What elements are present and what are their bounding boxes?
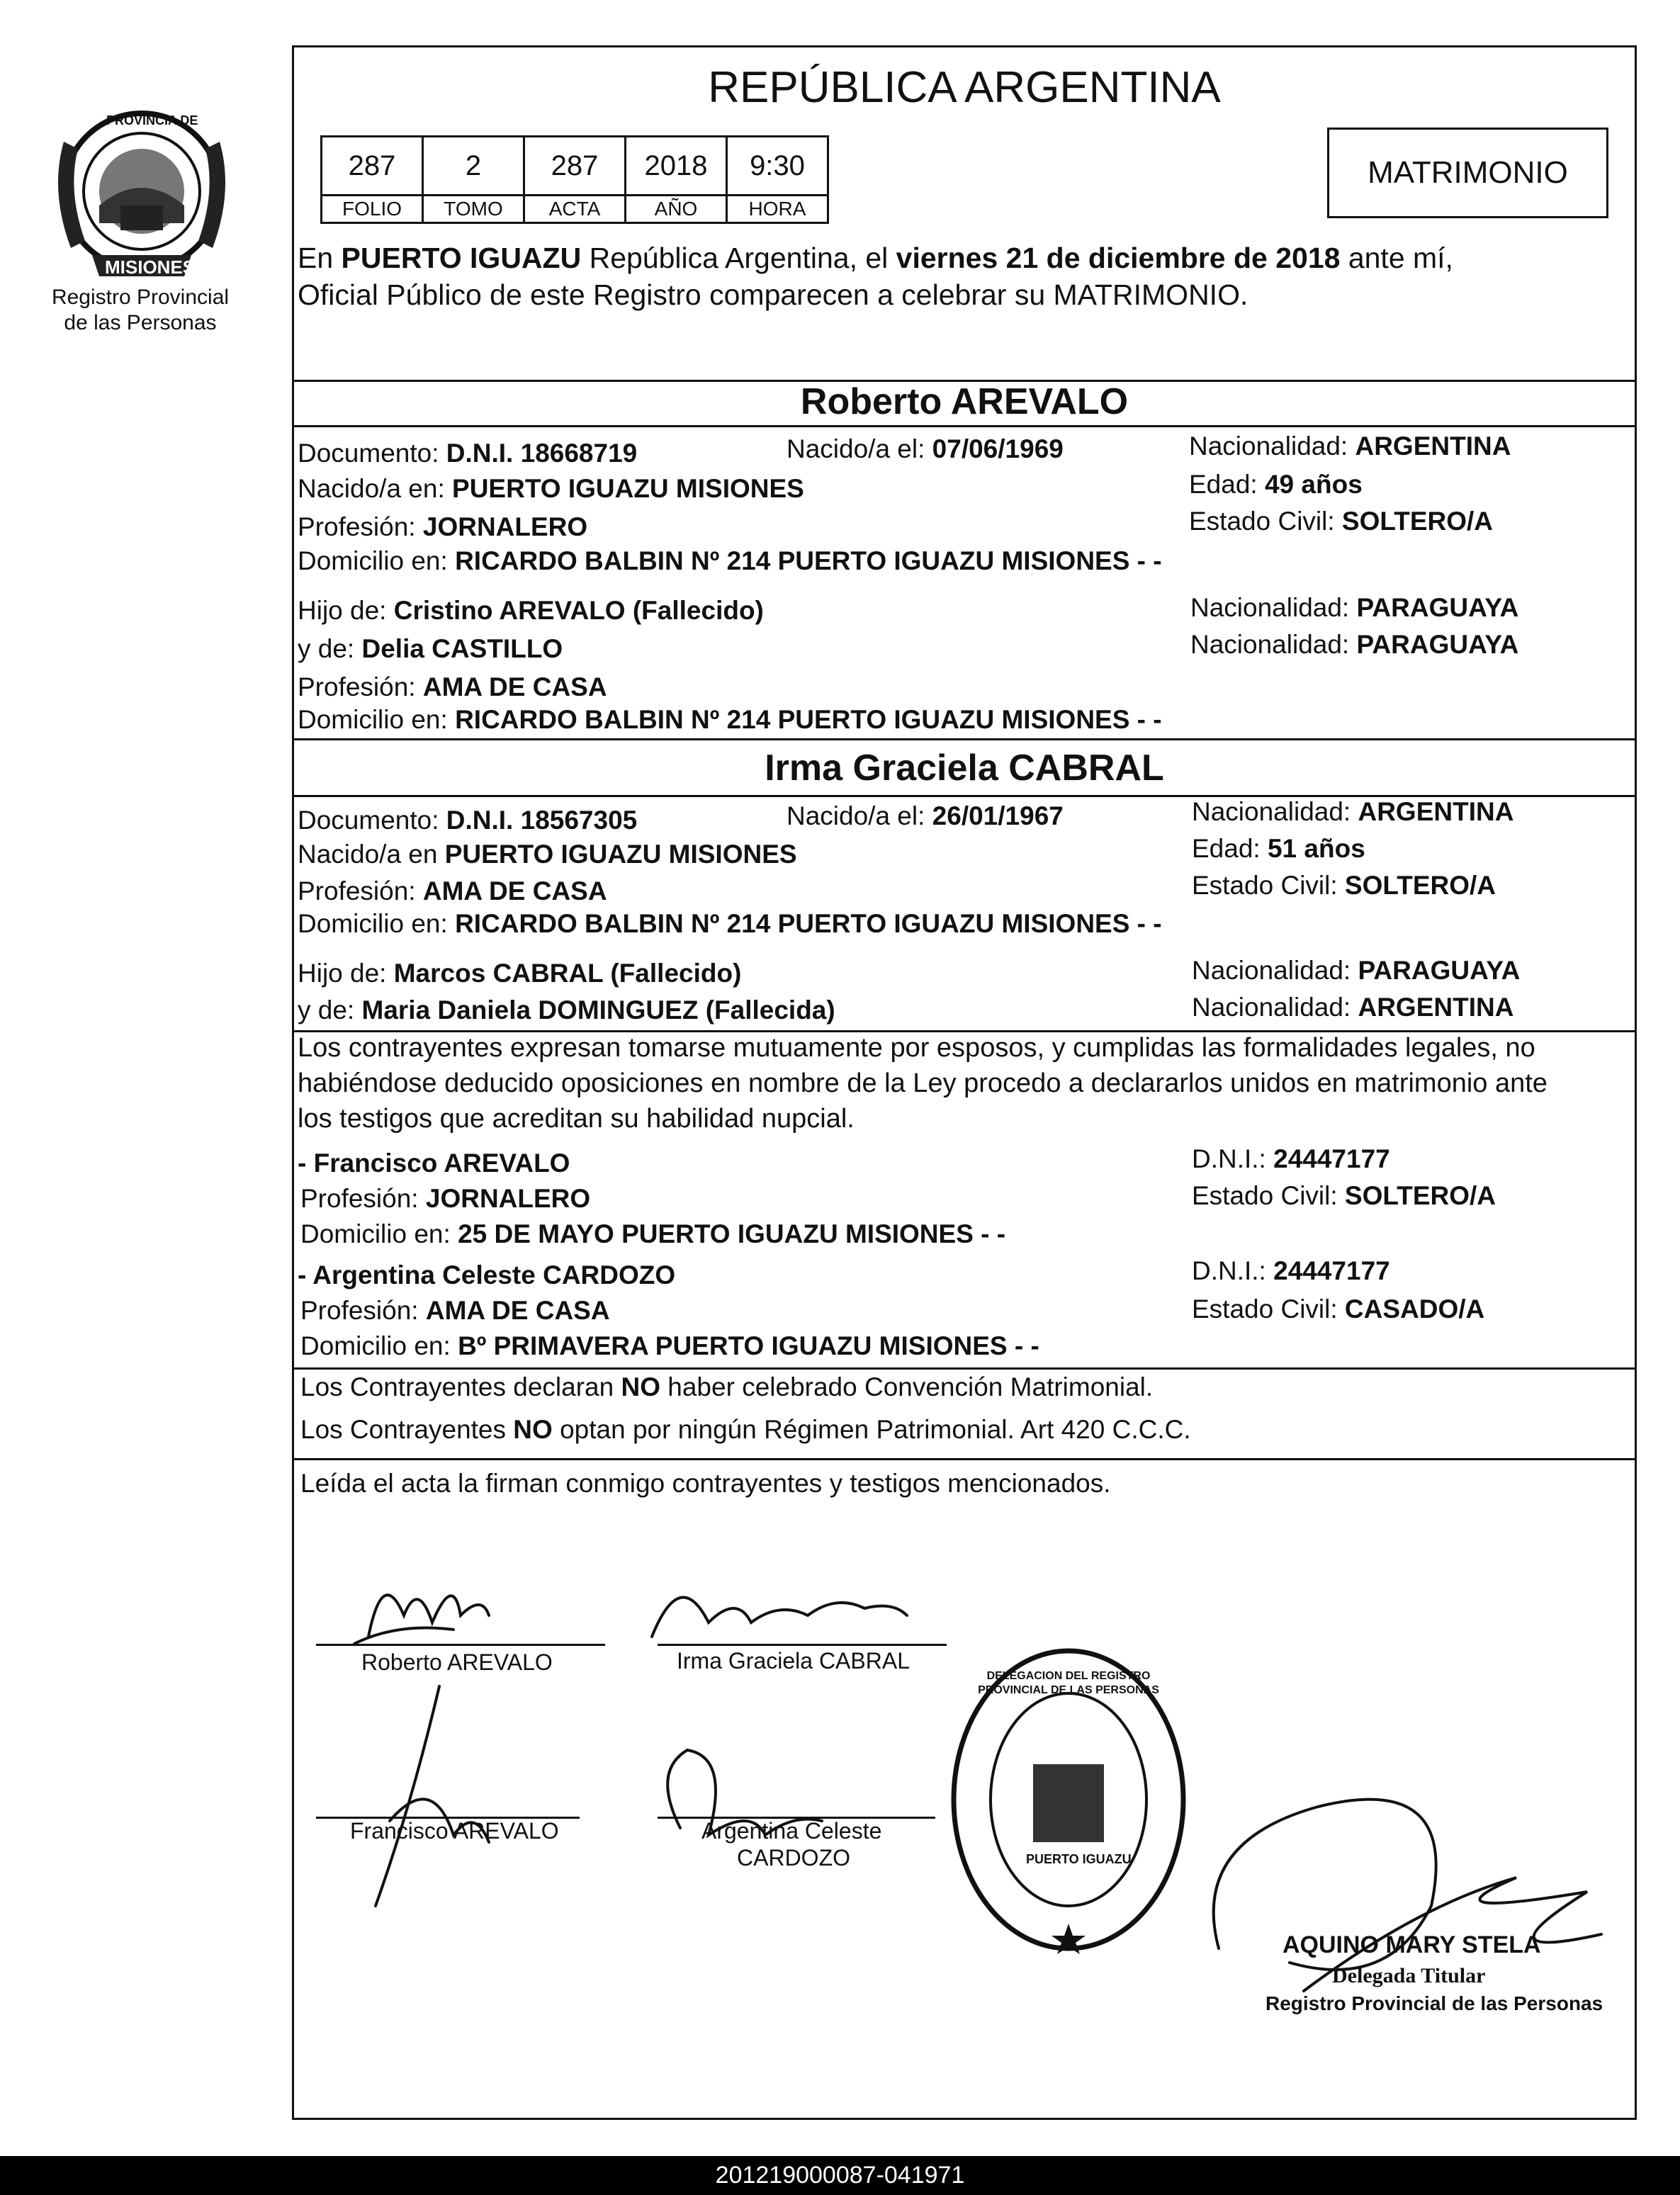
spouse2-address: Domicilio en: RICARDO BALBIN Nº 214 PUERTO IGUAZU MISIONES - - xyxy=(298,909,1162,938)
witness2-civil-status: Estado Civil: CASADO/A xyxy=(1192,1294,1485,1324)
spouse1-mother: y de: Delia CASTILLO xyxy=(298,634,563,663)
convention-line1: Los Contrayentes declaran NO haber celebrado Convención Matrimonial. xyxy=(300,1372,1154,1401)
spouse2-father: Hijo de: Marcos CABRAL (Fallecido) xyxy=(298,959,742,988)
signature-argentina-line1: Argentina Celeste xyxy=(701,1818,882,1844)
official-name: AQUINO MARY STELA xyxy=(1282,1931,1541,1958)
spouse2-mother: y de: Maria Daniela DOMINGUEZ (Fallecida) xyxy=(298,995,835,1025)
spouse1-birthdate: Nacido/a el: 07/06/1969 xyxy=(787,434,1064,463)
signature-francisco: Francisco AREVALO xyxy=(350,1818,559,1844)
signature-argentina-line2: CARDOZO xyxy=(737,1845,850,1870)
spouse2-birthplace: Nacido/a en PUERTO IGUAZU MISIONES xyxy=(298,840,797,869)
spouse2-civil-status: Estado Civil: SOLTERO/A xyxy=(1192,871,1496,900)
province-seal-logo xyxy=(50,99,234,283)
witness1-profession: Profesión: JORNALERO xyxy=(300,1184,591,1213)
witness1-name: - Francisco AREVALO xyxy=(298,1149,570,1178)
official-title: Delegada Titular xyxy=(1332,1964,1486,1987)
spouse2-age: Edad: 51 años xyxy=(1192,834,1365,863)
signature-roberto: Roberto AREVALO xyxy=(361,1649,553,1675)
witness1-civil-status: Estado Civil: SOLTERO/A xyxy=(1192,1181,1496,1210)
footer-document-id: 201219000087-041971 xyxy=(0,2156,1680,2195)
tomo-label: TOMO xyxy=(423,196,524,223)
signature-line xyxy=(316,1644,605,1646)
acta-value: 287 xyxy=(524,137,626,196)
divider xyxy=(292,1367,1637,1370)
witness2-dni: D.N.I.: 24447177 xyxy=(1192,1256,1390,1285)
convention-line2: Los Contrayentes NO optan por ningún Régimen Patrimonial. Art 420 C.C.C. xyxy=(300,1415,1191,1444)
logo-caption-line1: Registro Provincial xyxy=(51,286,230,309)
hora-value: 9:30 xyxy=(727,137,828,196)
declaration-line3: los testigos que acreditan su habilidad nupcial. xyxy=(298,1104,855,1134)
official-organization: Registro Provincial de las Personas xyxy=(1265,1992,1603,2014)
divider xyxy=(292,738,1637,740)
logo-caption-line2: de las Personas xyxy=(64,311,217,334)
registry-fields-table xyxy=(320,135,829,224)
declaration-line2: habiéndose deducido oposiciones en nombre de la Ley procedo a declararlos unidos en matrimonio ante xyxy=(298,1068,1547,1098)
spouse1-nationality: Nacionalidad: ARGENTINA xyxy=(1189,431,1511,461)
witness2-address: Domicilio en: Bº PRIMAVERA PUERTO IGUAZU MISIONES - - xyxy=(300,1331,1039,1360)
witness1-dni: D.N.I.: 24447177 xyxy=(1192,1144,1390,1173)
page-title: REPÚBLICA ARGENTINA xyxy=(708,63,1221,112)
spouse1-civil-status: Estado Civil: SOLTERO/A xyxy=(1189,507,1494,536)
declaration-line1: Los contrayentes expresan tomarse mutuamente por esposos, y cumplidas las formalidades legales, no xyxy=(298,1033,1535,1063)
spouse2-profession: Profesión: AMA DE CASA xyxy=(298,876,607,905)
witness2-name: - Argentina Celeste CARDOZO xyxy=(298,1260,676,1290)
intro-line1: En PUERTO IGUAZU República Argentina, el viernes 21 de diciembre de 2018 ante mí, xyxy=(298,242,1453,274)
signature-line xyxy=(658,1644,947,1646)
spouse1-profession: Profesión: JORNALERO xyxy=(298,512,588,541)
anio-value: 2018 xyxy=(626,137,727,196)
spouse1-mother-nationality: Nacionalidad: PARAGUAYA xyxy=(1190,630,1519,659)
divider xyxy=(292,1458,1637,1460)
spouse2-mother-nationality: Nacionalidad: ARGENTINA xyxy=(1192,993,1514,1022)
spouse2-name: Irma Graciela CABRAL xyxy=(765,747,1164,789)
spouse2-nationality: Nacionalidad: ARGENTINA xyxy=(1192,797,1514,826)
closing-statement: Leída el acta la firman conmigo contrayentes y testigos mencionados. xyxy=(300,1469,1111,1498)
act-type-box: MATRIMONIO xyxy=(1327,128,1608,218)
stamp-ring-text: DELEGACION DEL REGISTRO PROVINCIAL DE LAS PERSONAS xyxy=(978,1670,1159,1696)
divider xyxy=(292,425,1637,427)
anio-label: AÑO xyxy=(626,196,727,223)
official-stamp xyxy=(948,1644,1189,1956)
witness2-profession: Profesión: AMA DE CASA xyxy=(300,1296,610,1325)
folio-value: 287 xyxy=(322,137,423,196)
folio-label: FOLIO xyxy=(322,196,423,223)
witness1-address: Domicilio en: 25 DE MAYO PUERTO IGUAZU MISIONES - - xyxy=(300,1219,1006,1248)
spouse2-father-nationality: Nacionalidad: PARAGUAYA xyxy=(1192,956,1521,985)
spouse1-name: Roberto AREVALO xyxy=(800,381,1129,422)
acta-label: ACTA xyxy=(524,196,626,223)
spouse1-address: Domicilio en: RICARDO BALBIN Nº 214 PUERTO IGUAZU MISIONES - - xyxy=(298,546,1162,575)
hora-label: HORA xyxy=(727,196,828,223)
stamp-inner-text: PUERTO IGUAZU xyxy=(1026,1852,1132,1866)
spouse1-document: Documento: D.N.I. 18668719 xyxy=(298,439,638,468)
seal-text-bottom: MISIONES xyxy=(105,256,196,278)
tomo-value: 2 xyxy=(423,137,524,196)
spouse1-birthplace: Nacido/a en: PUERTO IGUAZU MISIONES xyxy=(298,474,804,503)
signature-irma: Irma Graciela CABRAL xyxy=(677,1648,910,1674)
seal-text-top: PROVINCIA DE xyxy=(106,113,198,128)
spouse1-father: Hijo de: Cristino AREVALO (Fallecido) xyxy=(298,596,764,625)
spouse2-birthdate: Nacido/a el: 26/01/1967 xyxy=(787,801,1064,830)
spouse2-document: Documento: D.N.I. 18567305 xyxy=(298,806,638,835)
spouse1-mother-address: Domicilio en: RICARDO BALBIN Nº 214 PUERTO IGUAZU MISIONES - - xyxy=(298,705,1162,734)
spouse1-mother-profession: Profesión: AMA DE CASA xyxy=(298,672,607,701)
intro-line2: Oficial Público de este Registro comparecen a celebrar su MATRIMONIO. xyxy=(298,278,1248,311)
spouse1-father-nationality: Nacionalidad: PARAGUAYA xyxy=(1190,593,1519,622)
spouse1-age: Edad: 49 años xyxy=(1189,470,1363,499)
